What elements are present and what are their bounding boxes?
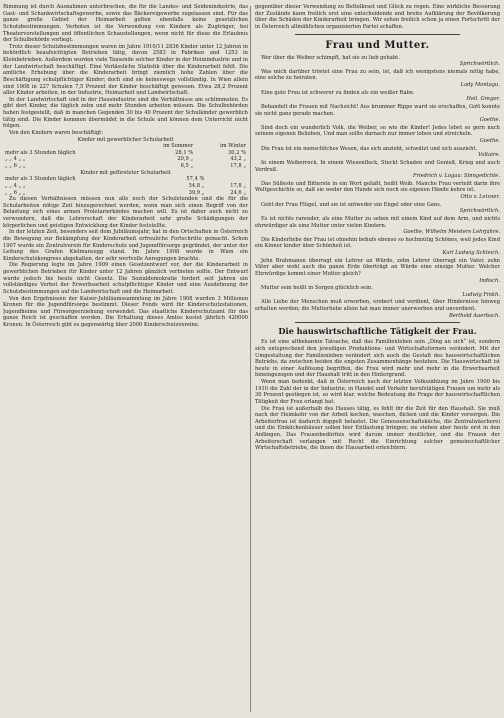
table-cell: 17,8 „ bbox=[230, 163, 246, 169]
table-title: Kinder mit gewerblicher Schularbeit bbox=[77, 136, 174, 143]
left-paragraph-8: Von den Ergebnissen der Kaiser-Jubiläumssammlung im Jahre 1908 wurden 3 Millionen Kronen für die Jugendfürsorge bestimmt. Dieser Fonds wird für Kinderschutzstationen, Jugendheime und Fürsorgeerziehung verwendet. Das staatliche Kinderschutzamt für das ganze Reich ist geschaffen worden. Die Erhaltung dieses Amtes kostet jährlich 420000 Kronen. In Österreich gibt es gegenwärtig über 2000 Kinderschutzvereine. bbox=[3, 295, 248, 328]
quote-source: Voltaire. bbox=[478, 152, 500, 159]
quote-text: Gebt der Frau Flügel, und sie ist entweder ein Engel oder eine Gans. bbox=[261, 201, 442, 208]
quote-text: Sind doch ein wunderlich Volk, die Weiber, so wie die Kinder! Jedes lebet so gern nach seinem eigenen Belieben, Und man sollte darnach nur immer loben und streicheln. bbox=[255, 124, 500, 138]
quote-source: Heil. Gregor. bbox=[466, 96, 500, 103]
section-rule bbox=[295, 34, 460, 35]
table-cell: „ „ 4 „ „ bbox=[5, 156, 26, 163]
column-divider bbox=[250, 6, 251, 712]
left-paragraph-2: Trotz dieser Schutzbestimmungen waren im Jahre 1910/11 2836 Kinder unter 12 Jahren in behördlich beaufsichtigten Betrieben tätig, davon 2583 in Fabriken und 1253 in Kleinbetrieben. Außerdem wurden viele Tausende solcher Kinder in der Heimindustrie und in der Landwirtschaft beschäftigt. Eine Verlässliche Statistik über die Kinderarbeit fehlt. Die amtliche Erhebung über die Kinderarbeit bringt ziemlich hohe Zahlen über die Beschäftigung schulpflichtiger Kinder; doch sind sie keineswegs vollständig. In Wien allein sind 1908 in 227 Schulen 7,5 Prozent der Kinder beschäftigt gewesen. Etwa 28,2 Prozent aller Kinder arbeiten, in der Industrie, Heimarbeit und Landwirtschaft. bbox=[3, 43, 248, 97]
table-row bbox=[3, 190, 248, 197]
quote-text: Es ist nichts rarender, als eine Mutter zu sehen mit einem Kind auf dem Arm, und nichts ehrwürdiger als eine Mutter unter vielen Kindern. bbox=[255, 215, 500, 229]
article-paragraph-1: Es ist eine altbekannte Tatsache, daß das Familienleben sein „Ding an sich“ ist, sondern sich entsprechend den jeweiligen Produktions- und Wirtschaftsformen verändert. Mit der Umgestaltung der Familienleben verändert sich auch die Gestalt des hauswirtschaftlichen Betriebs, da zwischen beiden die engsten Zusammenhänge bestehen. Die Hauswirtschaft ist heute in einer Auflösung begriffen, die Frau wird mehr und mehr in die Erwerbsarbeit hineingezogen und der Haushalt tritt in den Hintergrund. bbox=[255, 339, 500, 379]
section-heading-frau-und-mutter: Frau und Mutter. bbox=[325, 39, 430, 51]
table-cell: „ „ 6 „ „ bbox=[5, 189, 26, 196]
article-paragraph-3: Die Frau ist außerhalb des Hauses tätig, es fehlt ihr die Zeit für den Haushalt. Sie muß nach der Heimkehr von der Arbeit kochen, waschen, flicken und die Kinder versorgen. Die Arbeiterfrau ist dadurch doppelt belastet. Die Genossenschaftsküche, die Zentralwäscherei und die Einküchenhäuser sollen hier Entlastung bringen; sie stehen aber heute erst in den Anfängen. Das Frauenbedürfnis wird darum immer deutlicher, und die Frauen der Arbeiterschaft verlangen mit Recht die Einrichtung solcher gemeinschaftlicher Wirtschaftsbetriebe, die ihnen die Hausarbeit erleichtern. bbox=[255, 405, 500, 452]
left-paragraph-1: Rimmung ist durch Ausnahmen unterbrochen, die für die Landes- und Seidenindustrie, das Gast- und Schankwirtschaftsgewerbe, sowie das Bäckereigewerbe zugelassen sind. Für das ganze große Gebiet der Heimarbeit gelten ebenfalls keine gesetzlichen Schutzbestimmungen. Verboten ist die Verwendung von Kindern als Zugträger, bei Theatervorstellungen und öffentlichen Schaustellungen, wenn nicht für diese die Erlaubnis der Schulbehörde vorliegt. bbox=[3, 4, 248, 44]
table-cell: mehr als 3 Stunden täglich bbox=[5, 176, 76, 183]
right-intro: gegenüber dieser Verwendung zu Bettelkrast und Glück zu regen. Eine wirkliche Besserung der Zustände kann freilich erst eine entscheidende und breite Aufklärung der Bevölkerung über die Schäden der Kinderarbeit bringen. Wir sehen freilich schon ja einen Fortschritt der in Österreich allmählichen organisierten Partei schaffen. bbox=[255, 4, 500, 30]
quote-text: Mutter sein heißt in Sorgen glücklich sein. bbox=[261, 285, 373, 292]
table-cell: 54,8 „ bbox=[188, 182, 205, 189]
quote-text: Die Kinderliebe der Frau ist ohnehin behufs ebenso so hochmütig Schönes, weil jedes Kind ein Kinner kinder über Schönheit ist. bbox=[255, 236, 500, 250]
table-row bbox=[3, 150, 248, 157]
table-cell: 28,1 % bbox=[175, 149, 194, 156]
quote-source: Indisch. bbox=[479, 277, 500, 284]
quote-text: Was mich darüber tröstet eine Frau zu sein, ist, daß ich wenigstens niemals nötig habe, eine solche zu heiraten. bbox=[255, 68, 500, 82]
left-paragraph-3: In der Landwirtschaft und in der Hausindustrie sind die Verhältnisse am schlimmsten. Es gibt dort Kinder, die täglich zehn und mehr Stunden arbeiten müssen. Die Schulbehörden haben festgestellt, daß in manchen Gegenden 30 bis 40 Prozent der Schulkinder gewerblich tätig sind. Die Kinder kommen übermüdet in die Schule und können dem Unterricht nicht folgen. bbox=[3, 96, 248, 130]
table-header-cell: im Winter bbox=[220, 143, 246, 150]
quote-text: Das Süßeste und Bitterste in ein Wort gefaßt, heißt Weib. Manche Frau verteilt darin ihre Weltgeschichte so, daß sie weder den Hunde sich noch sie eigenen Hände kehre ist. bbox=[255, 180, 500, 194]
table-cell: 43,2 „ bbox=[230, 156, 246, 163]
table-header-cell: im Sommer bbox=[163, 143, 194, 150]
quote-source: Goethe. bbox=[479, 117, 500, 124]
table-row bbox=[3, 176, 248, 183]
quote-source: Sprichwörtlich. bbox=[459, 61, 500, 68]
table-row bbox=[3, 163, 248, 170]
quote-text: Jehn Brahmanen überragt ein Lehrer an Würde, zehn Lehrer überragt ein Vater, zehn Väter aber wohl auch die ganze Erde überträgt an Würde eine einzige Mutter. Welcher Ehrwürdige kommt einer Mutter gleich? bbox=[255, 257, 500, 277]
quote-source: Goethe. bbox=[479, 138, 500, 144]
left-paragraph-5: Zu diesen Verhältnissen müssen nun alle noch der Schulstunden und die für die Schularbeiten nötige Zeit hinzugerechnet werden, wenn man sich einen Begriff von der Belastung sich eines armen Proletarierkindes machen will. Es ist daher auch nicht zu verwundern, daß die Lehrerschaft der Kinderarbeit sehr große Schädigungen der körperlichen und geistigen Entwicklung der Kinder feststellte. bbox=[3, 196, 248, 229]
quote-source: Sprichwörtlich. bbox=[459, 208, 500, 215]
stats-table-1 bbox=[3, 143, 248, 170]
quote-source: Ludwig Finkh. bbox=[462, 291, 500, 298]
table-cell: 30,2 % bbox=[228, 149, 246, 156]
table-row bbox=[3, 156, 248, 163]
table-cell: 57,4 % bbox=[186, 176, 205, 183]
section-heading-hauswirtschaft: Die hauswirtschaftliche Tätigkeit der Frau. bbox=[278, 326, 477, 337]
quote-source: Lady Montagu. bbox=[460, 82, 500, 88]
table2-title: Kinder mit gefürsteter Schularbeit bbox=[80, 169, 171, 176]
table-cell: 20,9 „ bbox=[177, 156, 194, 163]
table-cell: „ „ 4 „ „ bbox=[5, 182, 26, 189]
stats-table-2 bbox=[3, 176, 248, 196]
quote-text: Alle Liebe der Menschen muß erworben, erobert und verdient, über Hindernisse hinweg erhalten werden; die Mutterliebe allein hat man immer unerworben und unverdient. bbox=[255, 299, 500, 312]
table-cell: 6,5 „ bbox=[180, 163, 194, 169]
left-column bbox=[3, 4, 248, 712]
quote-text: Wer über die Weiber schimpft, hat sie zu lieb gehabt. bbox=[261, 54, 400, 61]
quote-text: Eine gute Frau ist schwerer zu finden als ein weißer Rabe. bbox=[261, 89, 415, 96]
quote-source: Goethe, Wilhelm Meisters Lehrjahre. bbox=[403, 229, 500, 236]
quote-text: Die Frau ist ein menschliches Wesen, das sich anzieht, schwätzt und sich auszieht. bbox=[261, 145, 478, 152]
table-cell bbox=[206, 176, 248, 183]
table-row bbox=[3, 183, 248, 190]
quote-source: Berthold Auerbach. bbox=[448, 312, 500, 319]
left-paragraph-6: In der letzten Zeit, besonders seit dem Jubiläumsjahr, hat in den Ortschaften in Österreich die Bewegung zur Bekämpfung der Kinderarbeit erfreuliche Fortschritte gemacht. Schon 1907 wurde ein Zentralverein für Kinderschutz und Jugendfürsorge gegründet, der unter der Leitung des Grafen Kielmansegg stand. Im Jahre 1908 wurde in Wien ein Kinderschutzkongress abgehalten, der sehr wertvolle Anregungen brachte. bbox=[3, 229, 248, 262]
article-paragraph-2: Wenn man bedenkt, daß in Österreich nach der letzten Volkszählung im Jahre 1900 bis 1910 die Zahl der in der Industrie, in Handel und Verkehr berufstätigen Frauen um mehr als 30 Prozent gestiegen ist, so wird klar, welche Bedeutung die Frage der hauswirtschaftlichen Tätigkeit der Frau erlangt hat. bbox=[255, 379, 500, 405]
table-cell: 39,9 „ bbox=[188, 189, 205, 196]
section-rule bbox=[295, 322, 460, 323]
quote-text: In einem Weiberrock, In einem Wiesenflock, Steckt Schaden und Genieß, Krieg und auch Verdruß. bbox=[255, 159, 500, 173]
table-cell: mehr als 3 Stunden täglich bbox=[5, 149, 76, 156]
quotes-list bbox=[255, 55, 500, 320]
table-header-cell bbox=[3, 143, 135, 150]
quote-source: Friedrich v. Logau: Sinngedichte. bbox=[412, 173, 500, 180]
left-paragraph-4: Von den Kindern waren beschäftigt: bbox=[9, 129, 103, 136]
quote-source: Karl Ludwig Schleich. bbox=[442, 250, 500, 256]
table-header-row bbox=[3, 143, 248, 150]
table-cell: 24,6 „ bbox=[230, 189, 246, 196]
table-cell: „ „ 6 „ „ bbox=[5, 163, 26, 169]
left-paragraph-7: Die Regierung legte im Jahre 1909 einen Gesetzentwurf vor, der die Kinderarbeit in gewerblichen Betrieben für Kinder unter 12 Jahren gänzlich verbieten sollte. Der Entwurf wurde jedoch bis heute nicht Gesetz. Die Sozialdemokratie fordert seit Jahren ein vollständiges Verbot der Erwerbsarbeit schulpflichtiger Kinder und eine Ausdehnung der Schutzbestimmungen auf die Landwirtschaft und die Heimarbeit. bbox=[3, 262, 248, 295]
quote-source: Otto v. Leixner. bbox=[460, 194, 500, 200]
right-column bbox=[255, 4, 500, 712]
quote-text: Behandelt die Frauen mit Nachsicht! Aus krummer Rippe ward sie erschaffen, Gott konnte sie nicht ganz gerade machen. bbox=[255, 103, 500, 117]
table-cell: 17,8 „ bbox=[230, 182, 246, 189]
